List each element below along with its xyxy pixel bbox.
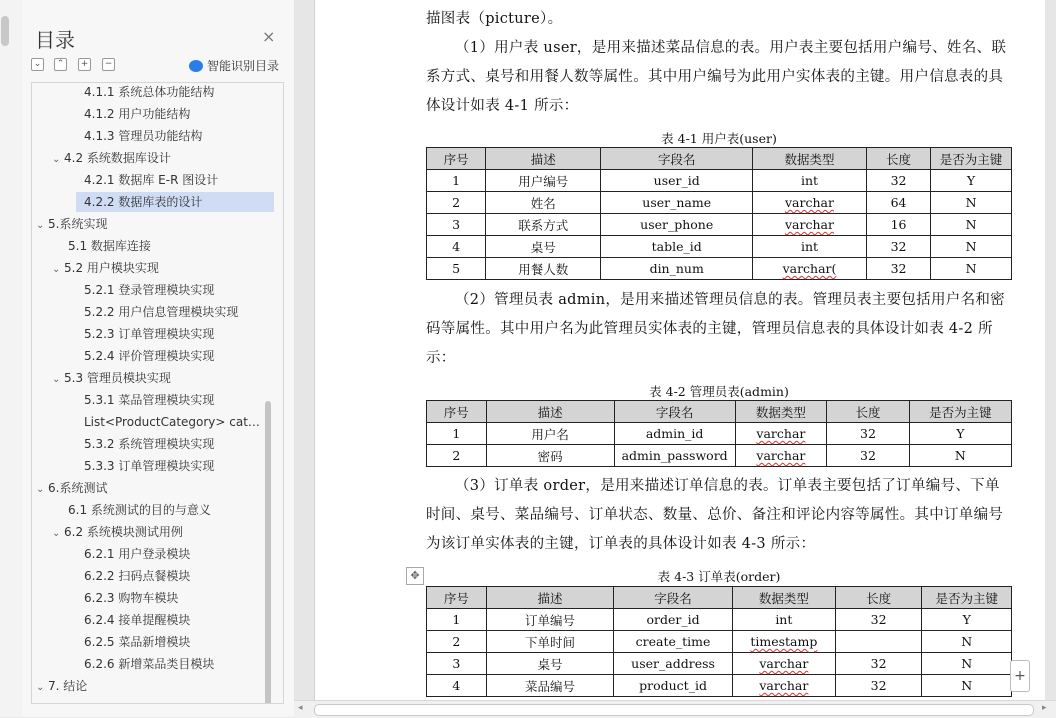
toc-pane xyxy=(22,0,294,717)
cell-text: N xyxy=(961,678,973,693)
table-cell xyxy=(753,236,867,258)
cell-text: 32 xyxy=(890,239,907,254)
toc-item[interactable] xyxy=(68,500,211,520)
table-cell xyxy=(732,675,835,697)
cell-text: 2 xyxy=(452,195,461,210)
table-cell xyxy=(427,258,486,280)
table-cell xyxy=(601,214,753,236)
table-cell xyxy=(427,214,486,236)
table-move-handle-icon[interactable]: ✥ xyxy=(406,567,424,585)
toc-item[interactable] xyxy=(84,610,190,630)
cell-text: 桌号 xyxy=(530,239,556,255)
table-row xyxy=(427,214,1012,236)
toc-item-label: 6.2.4 接单提醒模块 xyxy=(84,613,191,627)
toc-item-label: 6.2.5 菜品新增模块 xyxy=(84,635,191,649)
toc-item-label: 5.3 管理员模块实现 xyxy=(64,371,171,385)
table-cell xyxy=(427,170,486,192)
horizontal-scroll-thumb[interactable] xyxy=(314,704,1034,716)
table-cell xyxy=(614,653,733,675)
table-row xyxy=(427,170,1012,192)
cell-text: 64 xyxy=(890,195,907,210)
toc-item-label: 4.2.1 数据库 E-R 图设计 xyxy=(84,173,219,187)
cell-text: 4 xyxy=(452,239,461,254)
cell-text: 下单时间 xyxy=(524,634,575,650)
toc-item[interactable] xyxy=(84,104,190,124)
document-page xyxy=(314,0,1045,700)
ai-cloud-icon xyxy=(189,60,203,72)
cell-text: varchar xyxy=(756,448,806,463)
cell-text: order_id xyxy=(646,612,700,627)
toc-item[interactable] xyxy=(84,654,214,674)
cell-text: user_address xyxy=(631,656,715,671)
toc-item-label: 6.2.2 扫码点餐模块 xyxy=(84,569,191,583)
toc-item-label: 6.2.6 新增菜品类目模块 xyxy=(84,657,215,671)
cell-text: 4 xyxy=(452,678,461,693)
toc-item-label: 6.系统测试 xyxy=(48,481,108,495)
cell-text: 联系方式 xyxy=(518,217,569,233)
cell-text: varchar xyxy=(759,656,809,671)
toc-item-label: 5.系统实现 xyxy=(48,217,108,231)
cell-text: admin_id xyxy=(645,426,704,441)
table-cell xyxy=(922,631,1012,653)
toc-item[interactable] xyxy=(84,302,238,322)
cell-text: user_id xyxy=(653,173,700,188)
cell-text: 3 xyxy=(452,656,461,671)
toc-item-label: 4.2.2 数据库表的设计 xyxy=(84,195,203,209)
table-cell xyxy=(835,631,922,653)
toc-item-label: 5.2.3 订单管理模块实现 xyxy=(84,327,215,341)
table-cell xyxy=(753,192,867,214)
table-cell xyxy=(735,445,827,467)
cell-text: create_time xyxy=(635,634,711,649)
cell-text: 用餐人数 xyxy=(518,261,569,277)
toc-item[interactable] xyxy=(84,346,214,366)
toc-item-label: 5.3.2 系统管理模块实现 xyxy=(84,437,215,451)
user-table xyxy=(426,147,1012,280)
column-header: 长度 xyxy=(827,401,909,423)
scroll-left-icon[interactable]: ◂ xyxy=(298,703,303,713)
cell-text: 32 xyxy=(890,261,907,276)
table-cell xyxy=(486,170,601,192)
toc-title: 目录 xyxy=(35,28,75,52)
horizontal-scrollbar[interactable] xyxy=(294,700,1056,718)
table-cell xyxy=(866,236,930,258)
toc-item[interactable] xyxy=(84,82,214,102)
cell-text: 用户名 xyxy=(531,426,569,442)
admin-table xyxy=(426,400,1012,467)
table-cell xyxy=(753,214,867,236)
table-caption-2: 表 4-2 管理员表(admin) xyxy=(649,384,789,399)
table-cell xyxy=(486,653,613,675)
column-header: 序号 xyxy=(427,148,486,170)
cell-text: varchar( xyxy=(782,261,837,276)
cell-text: 2 xyxy=(452,634,461,649)
table-cell xyxy=(732,653,835,675)
cell-text: user_name xyxy=(642,195,712,210)
cell-text: N xyxy=(954,448,966,463)
cell-text: int xyxy=(800,239,819,254)
table-cell xyxy=(866,214,930,236)
toc-item-label: 5.2.4 评价管理模块实现 xyxy=(84,349,215,363)
table-cell xyxy=(866,170,930,192)
add-heading-icon[interactable]: + xyxy=(78,58,91,71)
table-cell xyxy=(486,445,614,467)
cell-text: 1 xyxy=(452,426,461,441)
close-icon[interactable]: × xyxy=(262,27,276,46)
table-cell xyxy=(427,609,487,631)
cell-text: 桌号 xyxy=(537,656,563,672)
toc-item[interactable] xyxy=(84,632,190,652)
table-cell xyxy=(835,675,922,697)
table-cell xyxy=(931,214,1012,236)
smart-toc-button[interactable] xyxy=(189,57,279,74)
cell-text: 32 xyxy=(890,173,907,188)
cell-text: 2 xyxy=(452,448,461,463)
add-page-button[interactable]: + xyxy=(1010,660,1030,692)
table-cell xyxy=(931,258,1012,280)
table-cell xyxy=(922,675,1012,697)
cell-text: table_id xyxy=(651,239,702,254)
toc-item[interactable] xyxy=(84,280,214,300)
toc-item[interactable] xyxy=(36,214,107,234)
chevron-down-icon[interactable]: ⌄ xyxy=(52,374,61,385)
cell-text: admin_password xyxy=(621,448,728,463)
cell-text: 用户编号 xyxy=(518,173,569,189)
toc-item-label: 7. 结论 xyxy=(48,679,88,693)
table-row xyxy=(427,675,1012,697)
table-cell xyxy=(922,609,1012,631)
toc-item[interactable] xyxy=(84,126,202,146)
table-cell xyxy=(427,236,486,258)
toc-item-label: 5.3.3 订单管理模块实现 xyxy=(84,459,215,473)
order-table xyxy=(426,586,1012,697)
toc-item-label: 6.2.1 用户登录模块 xyxy=(84,547,191,561)
column-header: 是否为主键 xyxy=(909,401,1011,423)
table-cell xyxy=(486,258,601,280)
smart-toc-label: 智能识别目录 xyxy=(207,59,280,73)
table-row xyxy=(427,236,1012,258)
chevron-down-icon[interactable]: ⌄ xyxy=(36,220,45,231)
cell-text: 16 xyxy=(890,217,907,232)
cell-text: 32 xyxy=(860,448,876,463)
table-cell xyxy=(827,445,909,467)
cell-text: 姓名 xyxy=(530,195,556,211)
table-row xyxy=(427,653,1012,675)
table-cell xyxy=(931,170,1012,192)
toc-item[interactable] xyxy=(68,236,151,256)
toc-item[interactable] xyxy=(84,566,190,586)
collapse-all-icon[interactable]: ⌃ xyxy=(54,58,67,71)
cell-text: N xyxy=(961,656,973,671)
column-header: 数据类型 xyxy=(732,587,835,609)
toc-item[interactable] xyxy=(52,148,171,168)
toc-tree xyxy=(31,82,284,704)
cell-text: 订单编号 xyxy=(524,612,575,628)
paragraph-line: 描图表（picture）。 xyxy=(426,11,563,27)
cell-text: varchar xyxy=(759,678,809,693)
table-cell xyxy=(486,631,613,653)
column-header: 长度 xyxy=(866,148,930,170)
cell-text: 菜品编号 xyxy=(524,678,575,694)
table-cell xyxy=(486,214,601,236)
cell-text: user_phone xyxy=(640,217,714,232)
cell-text: N xyxy=(961,634,973,649)
table-header-row xyxy=(427,587,1012,609)
column-header: 描述 xyxy=(486,148,601,170)
left-edge-strip xyxy=(0,0,23,717)
table-cell xyxy=(601,192,753,214)
toc-item-label: 5.2.1 登录管理模块实现 xyxy=(84,283,215,297)
column-header: 是否为主键 xyxy=(931,148,1012,170)
table-cell xyxy=(614,675,733,697)
toc-item-label: 6.2 系统模块测试用例 xyxy=(64,525,183,539)
cell-text: N xyxy=(965,195,977,210)
column-header: 字段名 xyxy=(601,148,753,170)
toc-item[interactable] xyxy=(84,170,218,190)
table-row xyxy=(427,258,1012,280)
column-header: 序号 xyxy=(427,401,487,423)
column-header: 描述 xyxy=(486,401,614,423)
toc-item-label: 4.1.2 用户功能结构 xyxy=(84,107,191,121)
remove-heading-icon[interactable]: − xyxy=(102,58,115,71)
table-cell xyxy=(614,631,733,653)
table-caption-1: 表 4-1 用户表(user) xyxy=(661,131,777,146)
toc-item-label: 5.2.2 用户信息管理模块实现 xyxy=(84,305,239,319)
table-cell xyxy=(735,423,827,445)
cell-text: varchar xyxy=(785,217,834,232)
toc-item[interactable] xyxy=(52,258,159,278)
toc-item[interactable] xyxy=(84,390,214,410)
toc-item[interactable] xyxy=(84,412,260,432)
column-header: 是否为主键 xyxy=(922,587,1012,609)
table-cell xyxy=(909,445,1011,467)
cell-text: N xyxy=(965,217,977,232)
table-cell xyxy=(427,192,486,214)
table-cell xyxy=(614,445,735,467)
paragraph-admin-table: （2）管理员表 admin，是用来描述管理员信息的表。管理员表主要包括用户名和密码等属性。其中用户名为此管理员实体表的主键，管理员信息表的具体设计如表 4-2 所示： xyxy=(426,292,1005,366)
cell-text: Y xyxy=(956,426,965,441)
cell-text: 32 xyxy=(860,426,876,441)
table-row xyxy=(427,192,1012,214)
toc-item[interactable] xyxy=(84,588,178,608)
table-cell xyxy=(909,423,1011,445)
table-cell xyxy=(827,423,909,445)
cell-text: 3 xyxy=(452,217,461,232)
cell-text: varchar xyxy=(785,195,834,210)
table-cell xyxy=(614,609,733,631)
toc-item[interactable] xyxy=(84,456,214,476)
cell-text: 密码 xyxy=(537,448,563,464)
column-header: 数据类型 xyxy=(753,148,867,170)
table-cell xyxy=(931,236,1012,258)
toc-item[interactable] xyxy=(84,544,190,564)
cell-text: Y xyxy=(966,173,976,188)
table-cell xyxy=(732,631,835,653)
column-header: 数据类型 xyxy=(735,401,827,423)
column-header: 长度 xyxy=(835,587,922,609)
table-cell xyxy=(427,445,487,467)
table-row xyxy=(427,423,1012,445)
chevron-down-icon[interactable]: ⌄ xyxy=(36,484,45,495)
table-cell xyxy=(866,192,930,214)
table-cell xyxy=(427,675,487,697)
table-cell xyxy=(732,609,835,631)
chevron-down-icon[interactable]: ⌄ xyxy=(52,154,61,165)
toc-item-label: 5.1 数据库连接 xyxy=(68,239,151,253)
table-cell xyxy=(486,609,613,631)
document-area xyxy=(294,0,1056,717)
column-header: 字段名 xyxy=(614,587,733,609)
toc-item-label: 6.2.3 购物车模块 xyxy=(84,591,179,605)
scroll-right-icon[interactable]: ▸ xyxy=(1042,703,1047,713)
edge-scroll-thumb[interactable] xyxy=(1,16,9,46)
cell-text: 5 xyxy=(452,261,461,276)
chevron-down-icon[interactable]: ⌄ xyxy=(36,682,45,693)
table-cell xyxy=(753,258,867,280)
cell-text: din_num xyxy=(649,261,704,276)
toc-item[interactable] xyxy=(52,368,171,388)
cell-text: 32 xyxy=(870,678,887,693)
chevron-down-icon[interactable]: ⌄ xyxy=(52,528,61,539)
cell-text: 32 xyxy=(870,612,887,627)
table-cell xyxy=(931,192,1012,214)
cell-text: int xyxy=(775,612,793,627)
table-cell xyxy=(427,653,487,675)
table-cell xyxy=(601,258,753,280)
toc-item[interactable] xyxy=(84,324,214,344)
cell-text: 32 xyxy=(870,656,887,671)
cell-text: Y xyxy=(962,612,971,627)
cell-text: product_id xyxy=(639,678,707,693)
toc-item[interactable] xyxy=(84,434,214,454)
toc-item-label: List<ProductCategory> cat… xyxy=(84,415,260,429)
toc-item[interactable] xyxy=(52,522,183,542)
cell-text: N xyxy=(965,239,977,254)
chevron-down-icon[interactable]: ⌄ xyxy=(52,264,61,275)
toc-item-label: 5.2 用户模块实现 xyxy=(64,261,159,275)
toc-item[interactable] xyxy=(36,676,87,696)
toc-item-label: 4.1.3 管理员功能结构 xyxy=(84,129,203,143)
table-cell xyxy=(922,653,1012,675)
toc-item-label: 5.3.1 菜品管理模块实现 xyxy=(84,393,215,407)
toc-item[interactable] xyxy=(36,478,107,498)
table-cell xyxy=(614,423,735,445)
table-header-row xyxy=(427,401,1012,423)
table-cell xyxy=(866,258,930,280)
column-header: 序号 xyxy=(427,587,487,609)
cell-text: 1 xyxy=(452,612,461,627)
table-cell xyxy=(427,423,487,445)
table-caption-3: 表 4-3 订单表(order) xyxy=(657,569,781,584)
table-cell xyxy=(486,423,614,445)
toc-item-label: 4.1.1 系统总体功能结构 xyxy=(84,85,215,99)
expand-all-icon[interactable]: ⌄ xyxy=(31,58,44,71)
column-header: 描述 xyxy=(486,587,613,609)
toc-scrollbar[interactable] xyxy=(265,401,271,704)
table-cell xyxy=(486,675,613,697)
table-row xyxy=(427,445,1012,467)
table-cell xyxy=(486,192,601,214)
table-cell xyxy=(601,170,753,192)
table-row xyxy=(427,631,1012,653)
table-cell xyxy=(835,609,922,631)
cell-text: N xyxy=(965,261,977,276)
table-cell xyxy=(835,653,922,675)
table-header-row xyxy=(427,148,1012,170)
table-cell xyxy=(486,236,601,258)
table-cell xyxy=(427,631,487,653)
paragraph-order-table: （3）订单表 order，是用来描述订单信息的表。订单表主要包括了订单编号、下单时间、桌号、菜品编号、订单状态、数量、总价、备注和评论内容等属性。其中订单编号为该订单实体表的主键，订单表的具体设计如表 4-3 所示： xyxy=(426,478,1004,552)
toc-item-label: 4.2 系统数据库设计 xyxy=(64,151,171,165)
cell-text: int xyxy=(800,173,819,188)
table-cell xyxy=(753,170,867,192)
cell-text: 1 xyxy=(452,173,461,188)
toc-item-label: 6.1 系统测试的目的与意义 xyxy=(68,503,211,517)
toc-item[interactable] xyxy=(76,192,274,212)
cell-text: timestamp xyxy=(750,634,818,649)
table-row xyxy=(427,609,1012,631)
cell-text: varchar xyxy=(756,426,806,441)
table-cell xyxy=(601,236,753,258)
paragraph-user-table: （1）用户表 user，是用来描述菜品信息的表。用户表主要包括用户编号、姓名、联系方式、桌号和用餐人数等属性。其中用户编号为此用户实体表的主键。用户信息表的具体设计如表 4-1 所示： xyxy=(426,40,1007,114)
column-header: 字段名 xyxy=(614,401,735,423)
